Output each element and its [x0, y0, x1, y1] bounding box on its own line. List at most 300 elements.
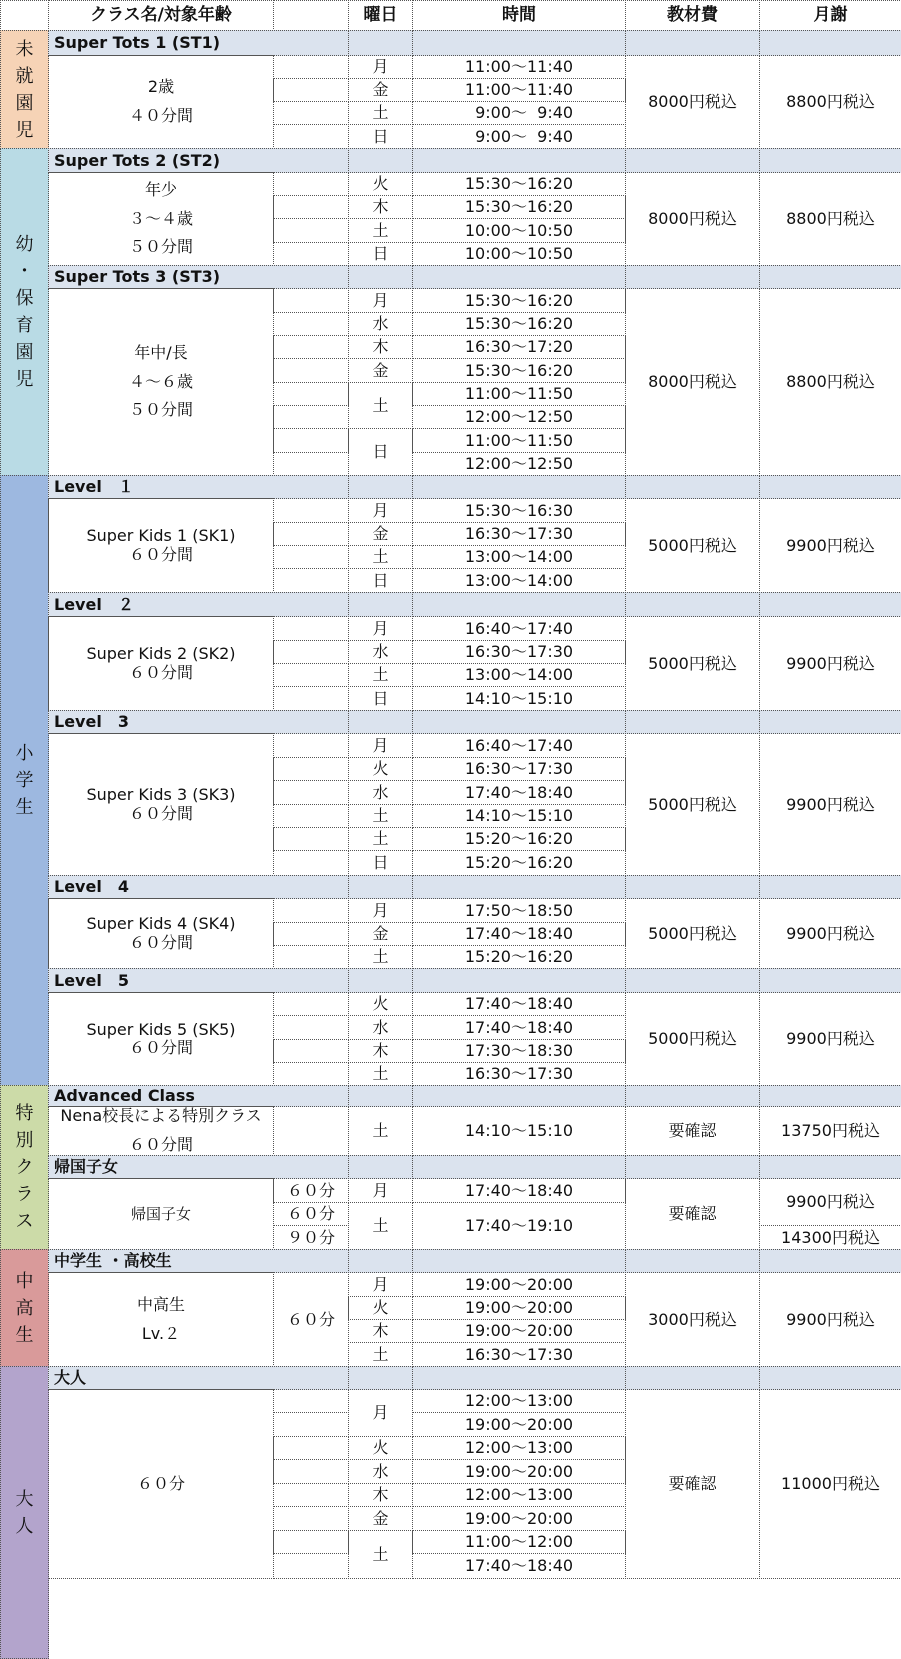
sub-blank: [273, 101, 349, 125]
tuition-fee: 8800円税込: [759, 288, 901, 476]
time: 16:30〜17:30: [412, 1342, 626, 1367]
time: 17:30〜18:30: [412, 1039, 626, 1063]
class-info: [48, 1272, 274, 1367]
day: 金: [348, 922, 413, 946]
time: 13:00〜14:00: [412, 568, 626, 593]
materials-fee: 5000円税込: [625, 616, 760, 711]
category-char: 高: [15, 1297, 34, 1319]
category-char: ク: [15, 1157, 34, 1178]
section-header-blank: [625, 1249, 760, 1273]
section-header-blank: [348, 30, 413, 56]
sub-blank: [273, 1106, 349, 1156]
materials-fee: 5000円税込: [625, 733, 760, 876]
tuition-fee: 11000円税込: [759, 1389, 901, 1579]
section-title: Level 4: [48, 875, 349, 899]
class-info-line: ５０分間: [128, 400, 193, 420]
time: 10:00〜10:50: [412, 218, 626, 243]
time: 16:40〜17:40: [412, 733, 626, 758]
category-char: ・: [15, 261, 34, 282]
day: 火: [348, 1436, 413, 1460]
materials-fee: 要確認: [625, 1178, 760, 1250]
sub-blank: [273, 827, 349, 851]
day: 月: [348, 1178, 413, 1203]
day: 土: [348, 1106, 413, 1156]
time: 14:10〜15:10: [412, 686, 626, 711]
tuition-fee: 9900円税込: [759, 733, 901, 876]
section-header-blank: [348, 968, 413, 993]
category-3: [0, 1085, 49, 1250]
sub-blank: [273, 945, 349, 969]
time: 12:00〜12:50: [412, 452, 626, 476]
day: 水: [348, 1459, 413, 1484]
sub-blank: [273, 218, 349, 243]
day: 金: [348, 358, 413, 383]
time: 17:40〜19:10: [412, 1202, 626, 1250]
section-title: 中学生 ・高校生: [48, 1249, 349, 1273]
category-char: 未: [15, 38, 34, 60]
section-header-blank: [412, 592, 626, 617]
day: 月: [348, 733, 413, 758]
class-info-line: 年中/長: [134, 342, 188, 362]
sub-blank: [273, 757, 349, 781]
tuition-fee: 9900円税込: [759, 898, 901, 969]
sub-blank: [273, 922, 349, 946]
sub-blank: [273, 1436, 349, 1460]
section-title: Super Tots 2 (ST2): [48, 148, 349, 173]
day: 土: [348, 382, 413, 429]
class-info-line: Lv.２: [141, 1323, 181, 1343]
time: 15:30〜16:20: [412, 172, 626, 196]
section-header-blank: [759, 1085, 901, 1107]
section-header-blank: [412, 1366, 626, 1390]
section-header-blank: [759, 475, 901, 499]
section-header-blank: [625, 1155, 760, 1179]
section-header-blank: [625, 592, 760, 617]
day: 土: [348, 663, 413, 687]
day: 木: [348, 1483, 413, 1507]
time: 14:10〜15:10: [412, 1106, 626, 1156]
day: 月: [348, 1389, 413, 1437]
time: 15:30〜16:20: [412, 195, 626, 219]
sub-blank: [273, 242, 349, 266]
section-header-blank: [412, 1249, 626, 1273]
time: 12:00〜13:00: [412, 1389, 626, 1413]
section-title: Level ２: [48, 592, 349, 617]
day: 金: [348, 522, 413, 546]
time: 15:20〜16:20: [412, 827, 626, 851]
day: 火: [348, 172, 413, 196]
class-info-line: 帰国子女: [130, 1204, 191, 1223]
day: 日: [348, 428, 413, 476]
section-header-blank: [348, 1085, 413, 1107]
time: 16:30〜17:30: [412, 522, 626, 546]
category-char: 生: [15, 797, 34, 818]
time: 17:40〜18:40: [412, 1178, 626, 1203]
materials-fee: 5000円税込: [625, 898, 760, 969]
time: 11:00〜11:50: [412, 382, 626, 406]
class-info-line: 2歳: [147, 77, 175, 97]
time: 19:00〜20:00: [412, 1506, 626, 1531]
time: 19:00〜20:00: [412, 1272, 626, 1297]
category-char: 学: [15, 770, 34, 791]
time: 15:30〜16:20: [412, 288, 626, 313]
header-materials: 教材費: [625, 0, 760, 31]
class-info-line: ６０分間: [128, 1135, 193, 1154]
category-char: 特: [15, 1103, 34, 1124]
sub-blank: [273, 124, 349, 149]
tuition-fee: 9900円税込: [759, 498, 901, 593]
day: 火: [348, 757, 413, 781]
section-header-blank: [412, 968, 626, 993]
class-info: [48, 1389, 274, 1579]
time: 15:20〜16:20: [412, 850, 626, 876]
class-info-line: Super Kids 2 (SK2): [86, 644, 236, 664]
category-char: 園: [15, 342, 34, 363]
section-header-blank: [625, 265, 760, 289]
time: 16:30〜17:30: [412, 1062, 626, 1086]
section-title: Super Tots 3 (ST3): [48, 265, 349, 289]
section-header-blank: [412, 1155, 626, 1179]
section-header-blank: [759, 1366, 901, 1390]
time: 10:00〜10:50: [412, 242, 626, 266]
section-header-blank: [759, 1249, 901, 1273]
sub-blank: [273, 686, 349, 711]
time: 16:30〜17:30: [412, 757, 626, 781]
class-info-line: Super Kids 5 (SK5): [86, 1019, 236, 1039]
class-info: [48, 898, 274, 969]
sub-blank: [273, 335, 349, 359]
materials-fee: 5000円税込: [625, 992, 760, 1086]
sub-blank: [273, 1039, 349, 1063]
header-sub-blank: [273, 0, 349, 31]
time: 17:40〜18:40: [412, 1553, 626, 1579]
time: 19:00〜20:00: [412, 1296, 626, 1320]
sub-blank: [273, 804, 349, 828]
sub-blank: [273, 1389, 349, 1413]
class-info-line: Nena校長による特別クラス: [60, 1106, 262, 1126]
day: 土: [348, 1342, 413, 1367]
materials-fee: 5000円税込: [625, 498, 760, 593]
section-title: Level 5: [48, 968, 349, 993]
time: 12:00〜12:50: [412, 405, 626, 429]
section-header-blank: [348, 592, 413, 617]
class-info-line: Super Kids 4 (SK4): [86, 914, 236, 934]
header-tuition: 月謝: [759, 0, 901, 31]
section-header-blank: [759, 592, 901, 617]
sub-blank: [273, 55, 349, 79]
section-header-blank: [348, 148, 413, 173]
category-0: [0, 30, 49, 149]
category-char: 児: [15, 369, 34, 390]
section-header-blank: [625, 710, 760, 734]
tuition-fee: 9900円税込: [759, 1178, 901, 1226]
tuition-fee: 14300円税込: [759, 1225, 901, 1250]
category-char: 幼: [15, 234, 34, 255]
category-4: [0, 1249, 49, 1367]
tuition-fee: 13750円税込: [759, 1106, 901, 1156]
section-title: Super Tots 1 (ST1): [48, 30, 349, 56]
section-header-blank: [348, 1249, 413, 1273]
day: 日: [348, 850, 413, 876]
section-header-blank: [348, 265, 413, 289]
time: 19:00〜20:00: [412, 1319, 626, 1343]
sub-blank: [273, 312, 349, 336]
time: 15:30〜16:30: [412, 498, 626, 523]
class-info: [48, 55, 274, 149]
sub-blank: [273, 1412, 349, 1437]
day: 日: [348, 124, 413, 149]
category-char: ス: [15, 1211, 34, 1232]
sub-blank: [273, 1506, 349, 1531]
time: 16:30〜17:20: [412, 335, 626, 359]
section-header-blank: [412, 265, 626, 289]
section-header-blank: [412, 875, 626, 899]
time: 11:00〜11:40: [412, 78, 626, 102]
day: 金: [348, 1506, 413, 1531]
sub-blank: [273, 850, 349, 876]
time: 9:00〜 9:40: [412, 101, 626, 125]
time: 14:10〜15:10: [412, 804, 626, 828]
time: 17:40〜18:40: [412, 992, 626, 1016]
header-class-name: クラス名/対象年齢: [48, 0, 274, 31]
time: 19:00〜20:00: [412, 1459, 626, 1484]
class-info: [48, 172, 274, 266]
time: 11:00〜11:40: [412, 55, 626, 79]
materials-fee: 要確認: [625, 1389, 760, 1579]
section-header-blank: [348, 1155, 413, 1179]
sub-blank: [273, 498, 349, 523]
day: 金: [348, 78, 413, 102]
duration: ６０分: [273, 1178, 349, 1203]
day: 水: [348, 1015, 413, 1040]
category-char: 小: [15, 743, 34, 764]
sub-blank: [273, 733, 349, 758]
materials-fee: 8000円税込: [625, 172, 760, 266]
day: 土: [348, 101, 413, 125]
day: 木: [348, 1319, 413, 1343]
category-char: 育: [15, 315, 34, 336]
day: 火: [348, 1296, 413, 1320]
day: 日: [348, 568, 413, 593]
time: 15:30〜16:20: [412, 358, 626, 383]
day: 土: [348, 218, 413, 243]
tuition-fee: 9900円税込: [759, 616, 901, 711]
category-char: 就: [15, 65, 34, 87]
section-header-blank: [412, 148, 626, 173]
section-header-blank: [759, 265, 901, 289]
sub-blank: [273, 1553, 349, 1579]
time: 16:30〜17:30: [412, 640, 626, 664]
time: 19:00〜20:00: [412, 1412, 626, 1437]
day: 水: [348, 640, 413, 664]
section-title: 帰国子女: [48, 1155, 349, 1179]
day: 土: [348, 545, 413, 569]
section-header-blank: [625, 148, 760, 173]
class-info: [48, 992, 274, 1086]
sub-blank: [273, 358, 349, 383]
day: 月: [348, 1272, 413, 1297]
class-info-line: 年少: [144, 179, 177, 199]
class-info: [48, 1106, 274, 1156]
sub-blank: [273, 780, 349, 805]
day: 水: [348, 780, 413, 805]
sub-blank: [273, 663, 349, 687]
sub-blank: [273, 1483, 349, 1507]
sub-blank: [273, 172, 349, 196]
category-char: 保: [15, 288, 34, 309]
day: 月: [348, 616, 413, 641]
section-header-blank: [348, 875, 413, 899]
sub-blank: [273, 195, 349, 219]
day: 火: [348, 992, 413, 1016]
section-header-blank: [412, 475, 626, 499]
section-header-blank: [348, 1366, 413, 1390]
header-blank: [0, 0, 49, 31]
day: 日: [348, 686, 413, 711]
tuition-fee: 9900円税込: [759, 1272, 901, 1367]
category-char: 中: [15, 1270, 34, 1292]
sub-blank: [273, 382, 349, 406]
section-header-blank: [759, 148, 901, 173]
day: 木: [348, 1039, 413, 1063]
day: 土: [348, 945, 413, 969]
duration: ６０分: [273, 1272, 349, 1367]
class-info: [48, 616, 274, 711]
class-info: [48, 288, 274, 476]
class-info-line: 中高生: [136, 1294, 185, 1314]
time: 17:40〜18:40: [412, 1015, 626, 1040]
section-header-blank: [625, 968, 760, 993]
section-header-blank: [348, 710, 413, 734]
sub-blank: [273, 1062, 349, 1086]
class-info-line: ３〜４歳: [128, 208, 193, 228]
section-title: 大人: [48, 1366, 349, 1390]
class-info: [48, 733, 274, 876]
day: 木: [348, 195, 413, 219]
section-header-blank: [625, 875, 760, 899]
time: 12:00〜13:00: [412, 1483, 626, 1507]
day: 日: [348, 242, 413, 266]
section-header-blank: [625, 30, 760, 56]
materials-fee: 要確認: [625, 1106, 760, 1156]
time: 17:40〜18:40: [412, 780, 626, 805]
section-header-blank: [625, 1366, 760, 1390]
sub-blank: [273, 428, 349, 453]
day: 土: [348, 1202, 413, 1250]
sub-blank: [273, 568, 349, 593]
category-char: 園: [15, 92, 34, 114]
sub-blank: [273, 1015, 349, 1040]
section-header-blank: [412, 30, 626, 56]
sub-blank: [273, 992, 349, 1016]
day: 土: [348, 1062, 413, 1086]
class-info-line: ６０分間: [128, 544, 193, 564]
header-time: 時間: [412, 0, 626, 31]
time: 16:40〜17:40: [412, 616, 626, 641]
class-info-line: ６０分間: [128, 662, 193, 682]
category-char: 児: [15, 119, 34, 141]
class-info-line: ５０分間: [128, 237, 193, 257]
section-header-blank: [412, 1085, 626, 1107]
tuition-fee: 8800円税込: [759, 172, 901, 266]
category-char: 人: [15, 1515, 34, 1537]
category-char: 別: [15, 1130, 34, 1151]
time: 9:00〜 9:40: [412, 124, 626, 149]
class-info: [48, 1178, 274, 1250]
class-info-line: ６０分: [136, 1473, 185, 1493]
materials-fee: 8000円税込: [625, 55, 760, 149]
day: 土: [348, 1530, 413, 1579]
tuition-fee: 9900円税込: [759, 992, 901, 1086]
sub-blank: [273, 545, 349, 569]
section-header-blank: [625, 475, 760, 499]
time: 17:40〜18:40: [412, 922, 626, 946]
class-info-line: ６０分間: [128, 932, 193, 952]
class-info-line: ４０分間: [128, 106, 193, 125]
category-1: [0, 148, 49, 476]
category-5: [0, 1366, 49, 1659]
duration: ６０分: [273, 1202, 349, 1226]
time: 15:30〜16:20: [412, 312, 626, 336]
sub-blank: [273, 898, 349, 923]
day: 月: [348, 55, 413, 79]
class-info-line: Super Kids 3 (SK3): [86, 785, 236, 805]
section-header-blank: [759, 875, 901, 899]
time: 13:00〜14:00: [412, 545, 626, 569]
section-title: Level １: [48, 475, 349, 499]
class-info-line: ６０分間: [128, 803, 193, 823]
category-char: ラ: [15, 1184, 34, 1205]
section-header-blank: [759, 1155, 901, 1179]
time: 15:20〜16:20: [412, 945, 626, 969]
section-header-blank: [759, 30, 901, 56]
materials-fee: 8000円税込: [625, 288, 760, 476]
day: 土: [348, 827, 413, 851]
class-info-line: ６０分間: [128, 1038, 193, 1057]
day: 水: [348, 312, 413, 336]
day: 木: [348, 335, 413, 359]
sub-blank: [273, 78, 349, 102]
category-char: 大: [15, 1488, 34, 1510]
sub-blank: [273, 1459, 349, 1484]
section-title: Advanced Class: [48, 1085, 349, 1107]
duration: ９０分: [273, 1225, 349, 1250]
sub-blank: [273, 452, 349, 476]
section-title: Level 3: [48, 710, 349, 734]
day: 月: [348, 498, 413, 523]
section-header-blank: [625, 1085, 760, 1107]
sub-blank: [273, 1530, 349, 1554]
materials-fee: 3000円税込: [625, 1272, 760, 1367]
sub-blank: [273, 640, 349, 664]
day: 月: [348, 898, 413, 923]
class-info-line: ４〜６歳: [128, 371, 193, 391]
sub-blank: [273, 288, 349, 313]
tuition-fee: 8800円税込: [759, 55, 901, 149]
class-info: [48, 498, 274, 593]
class-info-line: Super Kids 1 (SK1): [86, 526, 236, 546]
header-day: 曜日: [348, 0, 413, 31]
section-header-blank: [759, 710, 901, 734]
time: 11:00〜12:00: [412, 1530, 626, 1554]
section-header-blank: [759, 968, 901, 993]
time: 11:00〜11:50: [412, 428, 626, 453]
day: 月: [348, 288, 413, 313]
section-header-blank: [412, 710, 626, 734]
day: 土: [348, 804, 413, 828]
sub-blank: [273, 616, 349, 641]
category-char: 生: [15, 1324, 34, 1346]
